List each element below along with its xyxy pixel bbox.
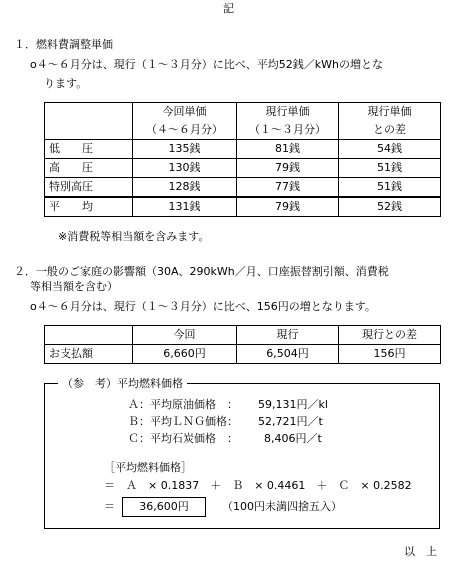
table-cell: 81銭 xyxy=(237,140,339,159)
table-row xyxy=(45,178,441,198)
table-cell: 79銭 xyxy=(237,159,339,178)
result-value: 36,600円 xyxy=(122,497,206,517)
header-cell: 現行との差 xyxy=(339,326,441,345)
table-cell: 54銭 xyxy=(339,140,441,159)
section2-title-line1: ２．一般のご家庭の影響額（30A、290kWh／月、口座振替割引額、消費税 xyxy=(14,265,389,278)
table-row xyxy=(45,345,441,364)
ki-header: 記 xyxy=(223,2,234,15)
formula: ＝ Ａ × 0.1837 ＋ Ｂ × 0.4461 ＋ Ｃ × 0.2582 xyxy=(104,479,412,492)
closing-ijo: 以 上 xyxy=(404,545,437,558)
formula-label: ［平均燃料価格］ xyxy=(104,461,192,474)
result-note: （100円未満四捨五入） xyxy=(222,500,342,513)
header-cell: （４～６月分） xyxy=(133,121,237,140)
section2-title-line2: 等相当額を含む） xyxy=(30,280,118,293)
section1-bullet-line2: ります。 xyxy=(44,77,88,90)
table-cell: 51銭 xyxy=(339,159,441,178)
table-cell: 6,504円 xyxy=(237,345,339,364)
table-cell: 156円 xyxy=(339,345,441,364)
header-cell xyxy=(45,103,133,140)
fuel-item-c-value: 8,406円／t xyxy=(264,432,322,445)
table-header-row xyxy=(45,103,441,122)
header-cell xyxy=(45,326,133,345)
table-cell: 79銭 xyxy=(237,197,339,217)
unit-price-table xyxy=(44,102,441,217)
header-cell: 今回 xyxy=(133,326,237,345)
table-cell: 51銭 xyxy=(339,178,441,198)
section1-bullet-line1: o４～６月分は、現行（１～３月分）に比べ、平均52銭／kWhの増とな xyxy=(30,58,383,71)
table-cell: 130銭 xyxy=(133,159,237,178)
row-label: 低 圧 xyxy=(45,140,133,159)
table-cell: 135銭 xyxy=(133,140,237,159)
header-cell: （１～３月分） xyxy=(237,121,339,140)
section1-title: １．燃料費調整単価 xyxy=(14,38,113,51)
table-header-row xyxy=(45,326,441,345)
table-row xyxy=(45,140,441,159)
fuel-item-c-label: Ｃ：平均石炭価格 ： xyxy=(128,432,238,445)
fuel-item-a-label: Ａ：平均原油価格 ： xyxy=(128,398,238,411)
table-cell: 77銭 xyxy=(237,178,339,198)
fuel-item-a-value: 59,131円／kl xyxy=(258,398,328,411)
table-cell: 6,660円 xyxy=(133,345,237,364)
fuel-item-b-value: 52,721円／t xyxy=(258,415,323,428)
table-cell: 131銭 xyxy=(133,197,237,217)
table-row xyxy=(45,159,441,178)
table-cell: 52銭 xyxy=(339,197,441,217)
header-cell: 今回単価 xyxy=(133,103,237,122)
header-cell: 現行単価 xyxy=(339,103,441,122)
reference-title: （参 考）平均燃料価格 xyxy=(58,377,187,391)
header-cell: 現行 xyxy=(237,326,339,345)
section2-bullet: o４～６月分は、現行（１～３月分）に比べ、156円の増となります。 xyxy=(30,300,376,313)
fuel-item-b-label: Ｂ：平均ＬＮＧ価格： xyxy=(128,415,238,428)
row-label: 特別高圧 xyxy=(45,178,133,198)
header-cell: 現行単価 xyxy=(237,103,339,122)
table-cell: 128銭 xyxy=(133,178,237,198)
result-equals: ＝ xyxy=(104,500,115,513)
row-label: お支払額 xyxy=(45,345,133,364)
row-label: 平 均 xyxy=(45,197,133,217)
household-impact-table xyxy=(44,325,441,364)
row-label: 高 圧 xyxy=(45,159,133,178)
average-row xyxy=(45,197,441,217)
header-cell: との差 xyxy=(339,121,441,140)
tax-note: ※消費税等相当額を含みます。 xyxy=(58,230,210,243)
